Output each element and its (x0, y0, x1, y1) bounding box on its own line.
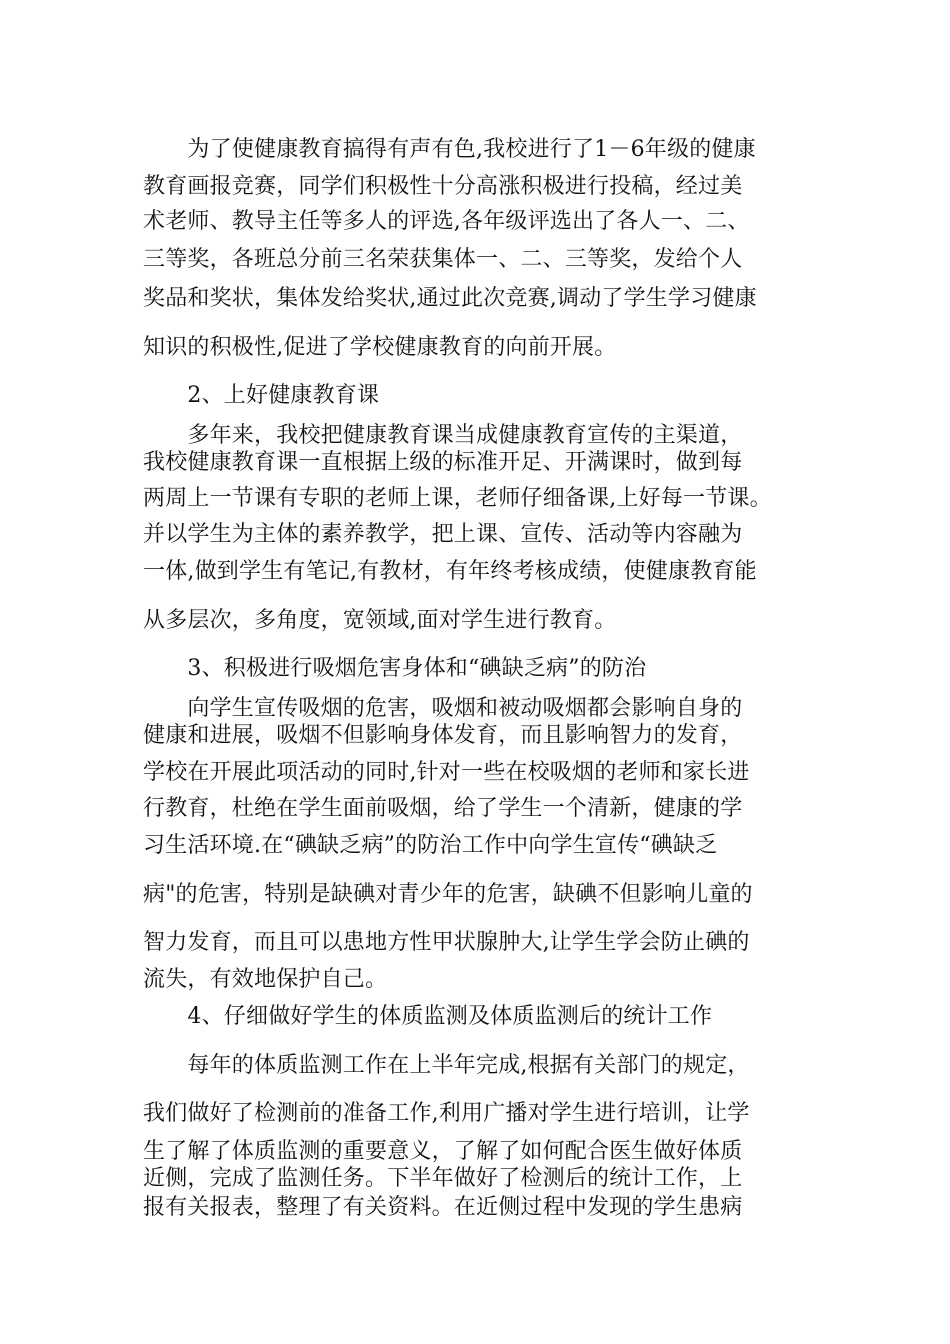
section-heading: 4、仔细做好学生的体质监测及体质监测后的统计工作 (143, 1004, 713, 1029)
paragraph-line: 病"的危害，特别是缺碘对青少年的危害，缺碘不但影响儿童的 (143, 882, 753, 907)
paragraph-line: 近侧，完成了监测任务。下半年做好了检测后的统计工作，上 (143, 1166, 743, 1191)
paragraph-line: 报有关报表，整理了有关资料。在近侧过程中发现的学生患病 (143, 1195, 743, 1220)
paragraph-line: 智力发育，而且可以患地方性甲状腺肿大,让学生学会防止碘的 (143, 930, 750, 955)
paragraph-line: 行教育，杜绝在学生面前吸烟，给了学生一个清新，健康的学 (143, 796, 743, 821)
paragraph-line: 健康和进展，吸烟不但影响身体发育，而且影响智力的发育， (143, 723, 743, 748)
paragraph-line: 奖品和奖状，集体发给奖状,通过此次竞赛,调动了学生学习健康 (143, 286, 757, 311)
paragraph-line: 并以学生为主体的素养教学，把上课、宣传、活动等内容融为 (143, 522, 743, 547)
section-heading: 2、上好健康教育课 (143, 383, 380, 408)
paragraph-line: 术老师、教导主任等多人的评选,各年级评选出了各人一、二、 (143, 209, 750, 234)
section-heading: 3、积极进行吸烟危害身体和“碘缺乏病”的防治 (143, 656, 647, 681)
paragraph-line: 生了解了体质监测的重要意义，了解了如何配合医生做好体质 (143, 1139, 743, 1164)
paragraph-line: 知识的积极性,促进了学校健康教育的向前开展。 (143, 335, 617, 360)
paragraph-line: 为了使健康教育搞得有声有色,我校进行了1－6年级的健康 (143, 137, 756, 162)
paragraph-line: 两周上一节课有专职的老师上课，老师仔细备课,上好每一节课。 (143, 486, 772, 511)
paragraph-line: 一体,做到学生有笔记,有教材，有年终考核成绩，使健康教育能 (143, 559, 757, 584)
paragraph-line: 教育画报竞赛，同学们积极性十分高涨积极进行投稿，经过美 (143, 174, 743, 199)
paragraph-line: 学校在开展此项活动的同时,针对一些在校吸烟的老师和家长进 (143, 760, 750, 785)
paragraph-line: 三等奖，各班总分前三名荣获集体一、二、三等奖，发给个人 (143, 247, 743, 272)
paragraph-line: 流失，有效地保护自己。 (143, 967, 388, 992)
paragraph-line: 我校健康教育课一直根据上级的标准开足、开满课时，做到每 (143, 450, 743, 475)
paragraph-line: 习生活环境.在“碘缺乏病”的防治工作中向学生宣传“碘缺乏 (143, 833, 718, 858)
paragraph-line: 向学生宣传吸烟的危害，吸烟和被动吸烟都会影响自身的 (143, 696, 743, 721)
paragraph-line: 多年来，我校把健康教育课当成健康教育宣传的主渠道， (143, 423, 743, 448)
paragraph-line: 每年的体质监测工作在上半年完成,根据有关部门的规定， (143, 1053, 750, 1078)
paragraph-line: 我们做好了检测前的准备工作,利用广播对学生进行培训，让学 (143, 1101, 750, 1126)
paragraph-line: 从多层次，多角度，宽领域,面对学生进行教育。 (143, 608, 617, 633)
